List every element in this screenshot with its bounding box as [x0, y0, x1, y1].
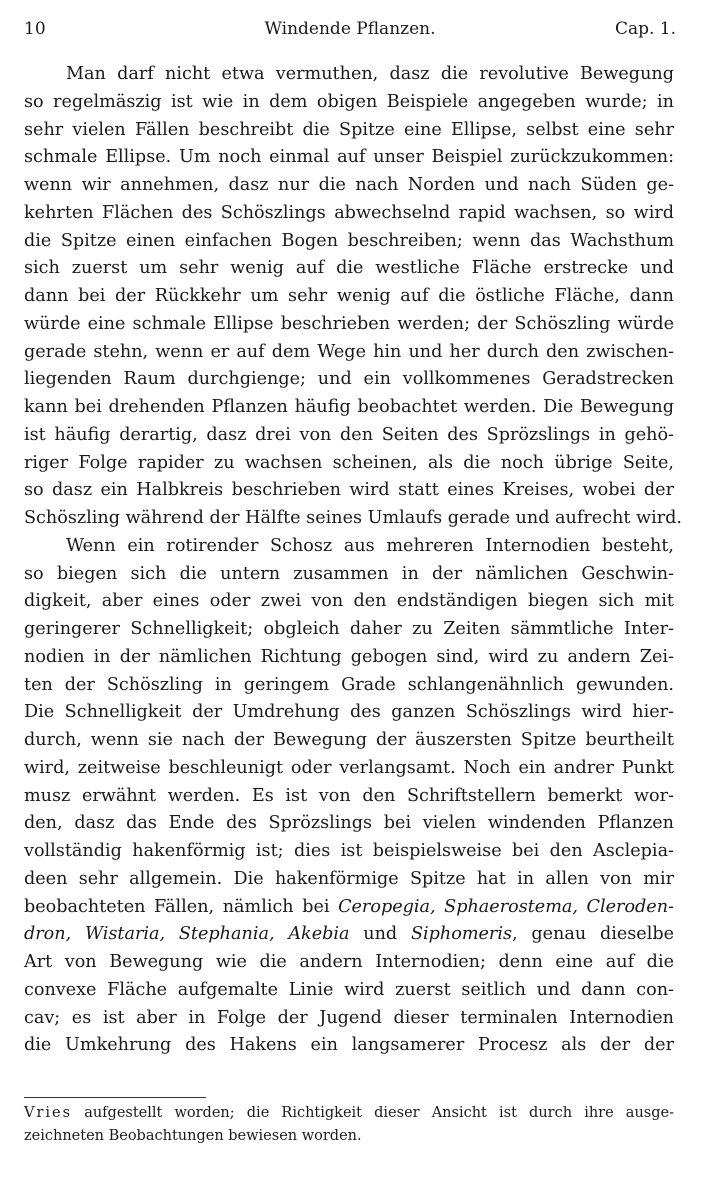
- text-line: [24, 61, 674, 89]
- paragraph: [24, 61, 683, 533]
- text-line: [24, 894, 674, 922]
- footnote-line: [24, 1102, 674, 1125]
- text-line: [24, 144, 674, 172]
- text-run: und: [349, 924, 411, 945]
- text-line: [24, 533, 674, 561]
- text-run: Wenn ein rotirender Schosz aus mehreren Internodien besteht,: [66, 535, 674, 556]
- text-line: [24, 672, 674, 700]
- text-line: [24, 616, 674, 644]
- text-run: dann bei der Rückkehr um sehr wenig auf die östliche Fläche, dann: [24, 286, 674, 306]
- text-run: gerade stehn, wenn er auf dem Wege hin und her durch den zwischen-: [24, 341, 674, 362]
- body-text: [24, 61, 683, 1060]
- text-run: ist häufig derartig, dasz drei von den Seiten des Sprözslings in gehö-: [24, 424, 674, 445]
- text-run: Schöszling während der Hälfte seines Umlaufs gerade und aufrecht wird.: [24, 508, 683, 528]
- text-line: [24, 1005, 674, 1033]
- text-run: [275, 924, 289, 944]
- text-line: [24, 1032, 674, 1060]
- text-line: [24, 644, 674, 672]
- text-run: sich zuerst um sehr wenig auf die westliche Fläche erstrecke und: [24, 258, 674, 279]
- text-run: kehrten Flächen des Schöszlings abwechselnd rapid wachsen, so wird: [24, 202, 674, 223]
- text-run: geringerer Schnelligkeit; obgleich daher zu Zeiten sämmtliche Inter-: [24, 619, 674, 639]
- text-line: [24, 755, 674, 783]
- footnote: [24, 1102, 674, 1148]
- text-run: schmale Ellipse. Um noch einmal auf unser Beispiel zurückzukommen:: [24, 147, 674, 168]
- text-line: [24, 838, 674, 866]
- text-line: [24, 949, 674, 977]
- running-title: Windende Pflanzen.: [264, 19, 436, 39]
- text-run: aufgestellt worden; die Richtigkeit dieser Ansicht ist durch ihre ausge-: [72, 1105, 674, 1121]
- running-header: [24, 14, 676, 44]
- text-run: [578, 897, 587, 917]
- text-line: [24, 727, 674, 755]
- text-run: deen sehr allgemein. Die hakenförmige Spitze hat in allen von mir: [24, 868, 674, 889]
- text-run: den, dasz das Ende des Sprözslings bei vielen windenden Pflanzen: [24, 813, 674, 834]
- text-run: wenn wir annehmen, dasz nur die nach Norden und nach Süden ge-: [24, 175, 674, 195]
- text-run: die Umkehrung des Hakens ein langsamerer Procesz als der der: [24, 1035, 674, 1056]
- text-line: [24, 228, 674, 256]
- text-run: so dasz ein Halbkreis beschrieben wird statt eines Kreises, wobei der: [24, 480, 674, 501]
- text-line: [24, 921, 674, 949]
- italic-term: Sphaerostema,: [444, 896, 578, 917]
- text-run: Vries: [24, 1105, 73, 1121]
- text-line: [24, 783, 674, 811]
- chapter-label: Cap. 1.: [614, 19, 676, 39]
- text-run: convexe Fläche aufgemalte Linie wird zuerst seitlich und dann con-: [24, 979, 674, 1000]
- italic-term: Akebia: [288, 924, 350, 945]
- text-line: [24, 422, 674, 450]
- text-run: digkeit, aber eines oder zwei von den endständigen biegen sich mit: [24, 591, 674, 612]
- text-line: [24, 505, 683, 533]
- text-line: [24, 588, 674, 616]
- text-run: beobachteten Fällen, nämlich bei: [24, 896, 339, 917]
- text-run: würde eine schmale Ellipse beschrieben werden; der Schöszling würde: [24, 313, 674, 334]
- paragraph: [24, 533, 674, 1060]
- text-run: ten der Schöszling in geringem Grade schlangenähnlich gewunden.: [24, 674, 674, 695]
- text-run: sehr vielen Fällen beschreibt die Spitze eine Ellipse, selbst eine sehr: [24, 119, 674, 140]
- text-run: , genau dieselbe: [512, 924, 675, 945]
- text-line: [24, 866, 674, 894]
- text-run: musz erwähnt werden. Es ist von den Schriftstellern bemerkt wor-: [24, 785, 674, 806]
- text-line: [24, 89, 674, 117]
- text-run: nodien in der nämlichen Richtung gebogen sind, wird zu andern Zei-: [24, 646, 674, 667]
- text-line: [24, 561, 674, 589]
- text-run: Art von Bewegung wie die andern Internodien; denn eine auf die: [24, 952, 674, 972]
- text-run: so biegen sich die untern zusammen in der nämlichen Geschwin-: [24, 563, 674, 584]
- text-run: [165, 924, 179, 944]
- italic-term: Siphomeris: [410, 924, 512, 945]
- text-line: [24, 977, 674, 1005]
- italic-term: Ceropegia,: [338, 896, 436, 917]
- text-run: kann bei drehenden Pflanzen häufig beobachtet werden. Die Bewegung: [24, 397, 674, 417]
- text-line: [24, 477, 674, 505]
- text-run: [71, 924, 85, 944]
- italic-term: Wistaria,: [84, 924, 166, 945]
- text-line: [24, 200, 674, 228]
- text-run: die Spitze einen einfachen Bogen beschreiben; wenn das Wachsthum: [24, 230, 674, 251]
- text-run: zeichneten Beobachtungen bewiesen worden.: [24, 1128, 362, 1144]
- text-run: durch, wenn sie nach der Bewegung der äuszersten Spitze beurtheilt: [24, 730, 674, 750]
- text-run: Die Schnelligkeit der Umdrehung des ganzen Schöszlings wird hier-: [24, 702, 674, 723]
- text-line: [24, 283, 674, 311]
- text-line: [24, 339, 674, 367]
- text-line: [24, 450, 674, 478]
- text-line: [24, 311, 674, 339]
- text-line: [24, 699, 674, 727]
- text-line: [24, 394, 674, 422]
- text-line: [24, 255, 674, 283]
- page-number: 10: [24, 19, 46, 39]
- text-run: riger Folge rapider zu wachsen scheinen, als die noch übrige Seite,: [24, 452, 674, 473]
- text-line: [24, 810, 674, 838]
- italic-term: Stephania,: [178, 924, 275, 945]
- text-run: liegenden Raum durchgienge; und ein vollkommenes Geradstrecken: [24, 369, 674, 390]
- text-run: wird, zeitweise beschleunigt oder verlangsamt. Noch ein andrer Punkt: [24, 757, 674, 778]
- italic-term: Cleroden-: [586, 896, 675, 917]
- text-line: [24, 366, 674, 394]
- text-run: [436, 897, 445, 917]
- text-line: [24, 172, 674, 200]
- footnote-divider: [24, 1097, 206, 1098]
- text-line: [24, 117, 674, 145]
- text-run: vollständig hakenförmig ist; dies ist beispielsweise bei den Asclepia-: [24, 841, 674, 861]
- text-run: cav; es ist aber in Folge der Jugend dieser terminalen Internodien: [24, 1007, 674, 1028]
- italic-term: dron,: [24, 924, 72, 945]
- text-run: so regelmäszig ist wie in dem obigen Beispiele angegeben wurde; in: [24, 91, 674, 112]
- footnote-line: [24, 1125, 674, 1148]
- text-run: Man darf nicht etwa vermuthen, dasz die revolutive Bewegung: [66, 64, 674, 84]
